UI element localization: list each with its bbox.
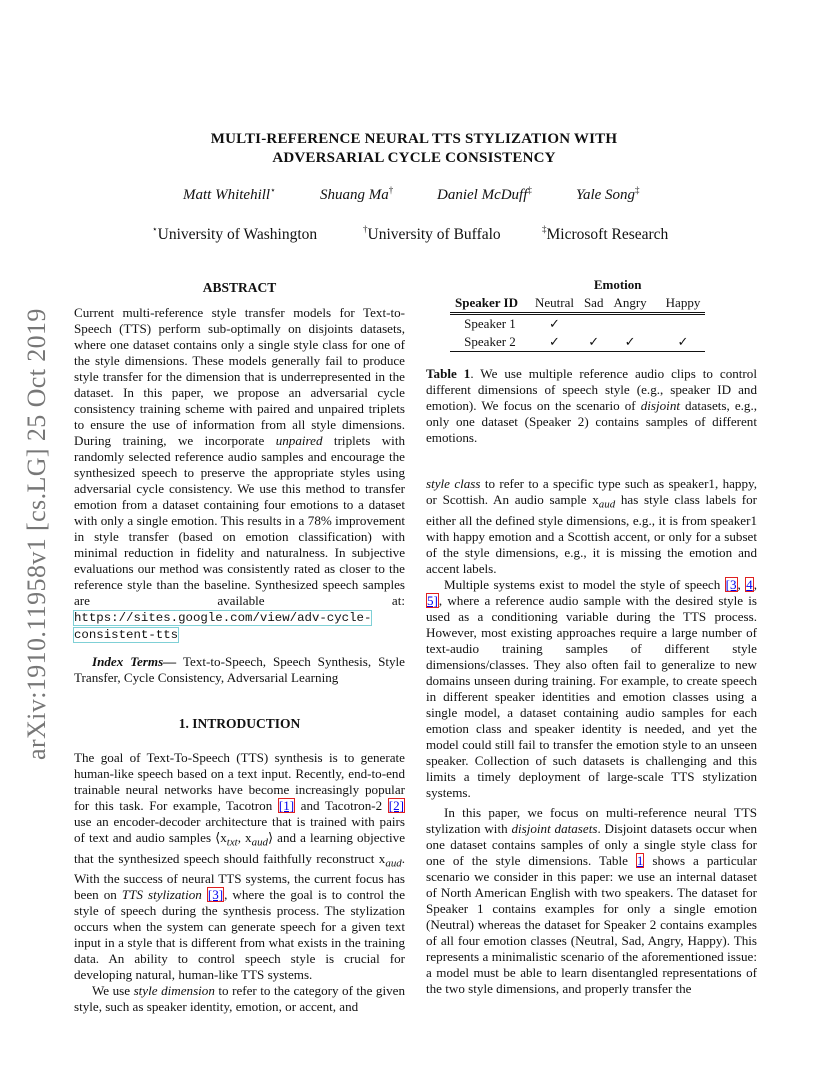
intro-heading: 1. INTRODUCTION: [178, 716, 301, 731]
samples-link[interactable]: https://sites.google.com/view/adv-cycle-consistent-tts: [74, 611, 372, 642]
paper-title: [0, 130, 828, 168]
affiliation: ⋆University of Washington: [152, 224, 318, 243]
check-mark: ✓: [588, 334, 600, 349]
index-terms: Index Terms— Text-to-Speech, Speech Synthesis, Style Transfer, Cycle Consistency, Adversarial Learning: [74, 654, 405, 685]
body-paragraph-3: In this paper, we focus on multi-reference neural TTS stylization with disjoint datasets. Disjoint datasets occur when one dataset contains samples of only a single style class for one of the style dimensions. Table 1 shows a particular scenario we consider in this paper: we use an internal dataset of North American English with two speakers. The dataset for Speaker 1 contains examples for only a single emotion (Neutral) whereas the dataset for Speaker 2 contains examples of all four emotion classes (Neutral, Sad, Angry, Happy). This represents a minimalistic scenario of the aforementioned issue: a model must be able to learn disentangled representations of the two style dimensions, and properly transfer the: [426, 804, 758, 996]
column-header: Sad: [583, 295, 604, 310]
table-caption: Table 1. We use multiple reference audio clips to control different dimensions of speech style (e.g., speaker ID and emotion). We focus on the scenario of disjoint datasets, e.g., only one dataset (Speaker 2) contains samples of different emotions.: [426, 366, 758, 445]
arxiv-stamp: arXiv:1910.11958v1 [cs.LG] 25 Oct 2019: [22, 308, 51, 760]
left-column: [74, 280, 405, 1015]
author: Daniel McDuff‡: [437, 185, 532, 203]
affiliation: ‡Microsoft Research: [542, 224, 669, 243]
column-header: Speaker ID: [455, 295, 518, 310]
check-mark: [608, 314, 651, 334]
check-mark: ✓: [549, 316, 560, 331]
table-row: [450, 333, 705, 352]
title-line-1: MULTI-REFERENCE NEURAL TTS STYLIZATION WITH: [210, 131, 618, 147]
column-header: Happy: [665, 295, 701, 310]
right-column: [426, 366, 757, 997]
check-mark: ✓: [549, 334, 560, 349]
abstract-text: Current multi-reference style transfer models for Text-to-Speech (TTS) perform sub-optimally on disjoints datasets, where one dataset contains only a single style class for one of the style dimensions. These models generally fail to produce style transfer for the dimension that is underrepresented in the dataset. In this paper, we propose an adversarial cycle consistency training scheme with paired and unpaired triplets to ensure the use of information from all style dimensions. During training, we incorporate unpaired triplets with randomly selected reference audio samples and encourage the synthesized speech to preserve the appropriate styles using adversarial cycle consistency. We use this method to transfer emotion from a dataset containing four emotions to a dataset with only a single emotion. This results in a 78% improvement in style transfer (based on emotion classification) with minimal reduction in fidelity and naturalness. In subjective evaluations our method was consistently rated as closer to the reference style than the baseline. Synthesized speech samples are available at: https://sites.google.com/view/adv-cycle-consistent-tts: [74, 305, 405, 642]
check-mark: [652, 314, 706, 334]
citation-link[interactable]: 5]: [427, 592, 438, 608]
body-paragraph-2: Multiple systems exist to model the style of speech [3, 4, 5], where a reference audio sample with the desired style is used as a conditioning variable during the TTS process. However, most existing approaches require a large number of text-audio training samples of different style dimensions/classes. They also often fail to generalize to new domains unseen during training. For example, to create speech in different speaker identities and emotion classes using a single model, a dataset containing audio samples for each emotion class and speaker identity is needed, and yet the model could still fail to transfer the emotion style to an unseen speaker. Collection of such datasets is challenging and this limits a timely deployment of large-scale TTS stylization systems.: [426, 576, 757, 800]
column-header: Neutral: [534, 295, 574, 310]
check-mark: ✓: [624, 334, 636, 349]
row-label: Speaker 2: [464, 334, 516, 349]
row-label: Speaker 1: [464, 316, 516, 331]
intro-paragraph-1: The goal of Text-To-Speech (TTS) synthesis is to generate human-like speech based on a text input. Recently, end-to-end trainable neural networks have become increasingly popular for this task. For example, Tacotron [1] and Tacotron-2 [2] use an encoder-decoder architecture that is trained with pairs of text and audio samples $⟨x_{txt}$, $x_{aud}⟩$ and a learning objective that the synthesized speech should faithfully reconstruct $x_{aud}$. With the success of neural TTS systems, the current focus has been on TTS stylization [3], where the goal is to control the style of speech during the synthesis process. The stylization occurs when the system can generate speech for a given text input in a style that is different from what exists in the training data. An ability to control speech style is crucial for developing natural, human-like TTS systems.: [74, 750, 406, 983]
citation-link[interactable]: [3]: [207, 887, 224, 903]
emotion-group-header: Emotion: [593, 277, 642, 292]
author: Shuang Ma†: [320, 185, 394, 203]
body-paragraph-1: style class to refer to a specific type such as speaker1, happy, or Scottish. An audio sample $x_{aud}$ has style class labels for either all the defined style dimensions, e.g., it is from speaker1 with happy emotion and a Scottish accent, or only for a subset of the style dimensions, e.g., it is missing the emotion and accent labels.: [426, 476, 758, 576]
author: Yale Song‡: [576, 185, 640, 203]
emotion-table: [450, 276, 705, 352]
check-mark: ✓: [677, 334, 689, 349]
title-line-2: ADVERSARIAL CYCLE CONSISTENCY: [272, 150, 556, 166]
citation-link[interactable]: [1]: [278, 798, 295, 813]
intro-paragraph-2: We use style dimension to refer to the category of the given style, such as speaker identity, emotion, or accent, and: [74, 983, 406, 1015]
citation-link[interactable]: 4: [746, 576, 753, 592]
affiliation: †University of Buffalo: [363, 224, 501, 243]
column-header: Angry: [613, 295, 647, 310]
citation-link[interactable]: [3: [725, 576, 737, 592]
table-reference-link[interactable]: 1: [636, 852, 644, 868]
table-row: [450, 314, 705, 334]
citation-link[interactable]: [2]: [388, 798, 404, 813]
check-mark: [579, 314, 609, 334]
author: Matt Whitehill⋆: [183, 185, 276, 203]
abstract-heading: ABSTRACT: [202, 280, 277, 295]
